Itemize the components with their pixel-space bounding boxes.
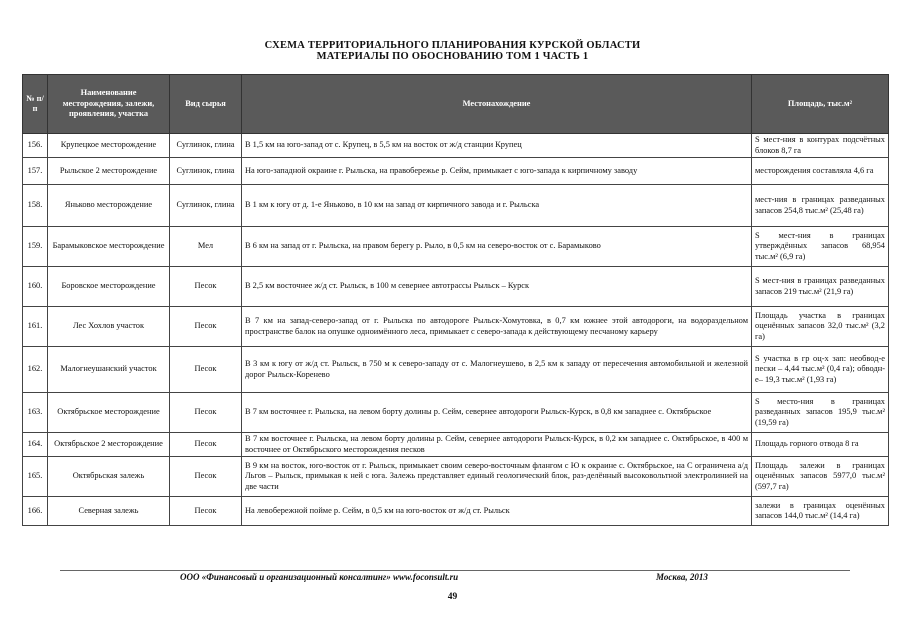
cell-area: S мест-ния в границах утверждённых запасов 68,954 тыс.м² (6,9 га) <box>752 227 889 267</box>
cell-location: В 1,5 км на юго-запад от с. Крупец, в 5,5 км на восток от ж/д станции Крупец <box>242 134 752 158</box>
table-row <box>23 158 889 185</box>
document-subtitle: МАТЕРИАЛЫ ПО ОБОСНОВАНИЮ ТОМ 1 ЧАСТЬ 1 <box>316 51 589 62</box>
col-header-number: № п/ п <box>23 75 48 134</box>
cell-location: В 7 км восточнее г. Рыльска, на левом борту долины р. Сейм, севернее автодороги Рыльск-Курск, в 0,8 км западнее с. Октябрьское <box>242 393 752 433</box>
cell-location: В 1 км к югу от д. 1-е Яньково, в 10 км на запад от кирпичного завода и г. Рыльска <box>242 185 752 227</box>
cell-location: В 7 км восточнее г. Рыльска, на левом борту долины р. Сейм, севернее автодороги Рыльск-Курск, в 0,2 км западнее с. Октябрьское, в 400 м восточнее от Октябрьского месторождения песков <box>242 433 752 457</box>
cell-number: 157. <box>23 158 48 185</box>
col-header-area: Площадь, тыс.м² <box>752 75 889 134</box>
cell-number: 166. <box>23 497 48 526</box>
cell-location: В 2,5 км восточнее ж/д ст. Рыльск, в 100 м севернее автотрассы Рыльск – Курск <box>242 267 752 307</box>
cell-location: В 7 км на запад-северо-запад от г. Рыльска по автодороге Рыльск-Хомутовка, в 0,7 км южнее этой автодороги, на водораздельном пространстве балок на опушке одноимённого леса, примыкает с северо-запада к действующему песчаному карьеру <box>242 307 752 347</box>
cell-type: Песок <box>170 457 242 497</box>
cell-location: В 9 км на восток, юго-восток от г. Рыльск, примыкает своим северо-восточным флангом с Ю к окраине с. Октябрьское, на С ограничена а/д Льгов – Рыльск, примыкая к ней с юга. Залежь представляет единый геологический блок, раз-делённый высоковольтной электролинией на две части <box>242 457 752 497</box>
cell-location: В 3 км к югу от ж/д ст. Рыльск, в 750 м к северо-западу от с. Малогнеушево, в 2,5 км к западу от пересечения автомобильной и железной дорог Рыльск-Коренево <box>242 347 752 393</box>
cell-location: На левобережной пойме р. Сейм, в 0,5 км на юго-восток от ж/д ст. Рыльск <box>242 497 752 526</box>
table-row <box>23 307 889 347</box>
cell-area: месторождения составляла 4,6 га <box>752 158 889 185</box>
cell-location: В 6 км на запад от г. Рыльска, на правом берегу р. Рыло, в 0,5 км на северо-восток от с. Барамыково <box>242 227 752 267</box>
col-header-location: Местонахождение <box>242 75 752 134</box>
cell-name: Октябрьская залежь <box>48 457 170 497</box>
cell-number: 161. <box>23 307 48 347</box>
cell-type: Мел <box>170 227 242 267</box>
cell-number: 163. <box>23 393 48 433</box>
cell-area: S мест-ния в контурах подсчётных блоков 8,7 га <box>752 134 889 158</box>
table-row <box>23 134 889 158</box>
table-row <box>23 267 889 307</box>
cell-name: Малогнеушанский участок <box>48 347 170 393</box>
cell-area: залежи в границах оценённых запасов 144,0 тыс.м² (14,4 га) <box>752 497 889 526</box>
cell-name: Северная залежь <box>48 497 170 526</box>
cell-name: Октябрьское 2 месторождение <box>48 433 170 457</box>
cell-area: S мест-ния в границах разведанных запасов 219 тыс.м² (21,9 га) <box>752 267 889 307</box>
cell-number: 164. <box>23 433 48 457</box>
cell-name: Барамыковское месторождение <box>48 227 170 267</box>
document-title: СХЕМА ТЕРРИТОРИАЛЬНОГО ПЛАНИРОВАНИЯ КУРСКОЙ ОБЛАСТИ <box>264 40 641 51</box>
cell-name: Боровское месторождение <box>48 267 170 307</box>
cell-type: Суглинок, глина <box>170 158 242 185</box>
footer-company: ООО «Финансовый и организационный консалтинг» www.foconsult.ru <box>180 572 459 582</box>
cell-number: 160. <box>23 267 48 307</box>
table-row <box>23 433 889 457</box>
cell-name: Крупецкое месторождение <box>48 134 170 158</box>
footer-divider <box>60 570 850 571</box>
cell-type: Песок <box>170 433 242 457</box>
cell-type: Песок <box>170 497 242 526</box>
cell-type: Песок <box>170 347 242 393</box>
table-row <box>23 457 889 497</box>
cell-name: Лес Хохлов участок <box>48 307 170 347</box>
cell-number: 156. <box>23 134 48 158</box>
table-body <box>23 134 889 526</box>
footer-city-year: Москва, 2013 <box>656 572 708 582</box>
cell-area: мест-ния в границах разведанных запасов 254,8 тыс.м² (25,48 га) <box>752 185 889 227</box>
table-row <box>23 185 889 227</box>
cell-area: Площадь горного отвода 8 га <box>752 433 889 457</box>
table-header-row <box>23 75 889 134</box>
cell-type: Песок <box>170 307 242 347</box>
table-row <box>23 347 889 393</box>
cell-number: 165. <box>23 457 48 497</box>
col-header-name: Наименование месторождения, залежи, проявления, участка <box>48 75 170 134</box>
cell-number: 158. <box>23 185 48 227</box>
cell-type: Песок <box>170 393 242 433</box>
cell-area: Площадь залежи в границах оценённых запасов 5977,0 тыс.м² (597,7 га) <box>752 457 889 497</box>
cell-area: S участка в гр оц-х зап: необвод-е пески – 4,44 тыс.м² (0,4 га); обводн-е– 19,3 тыс.м² (1,93 га) <box>752 347 889 393</box>
cell-type: Суглинок, глина <box>170 134 242 158</box>
cell-name: Яньково месторождение <box>48 185 170 227</box>
table-row <box>23 393 889 433</box>
col-header-type: Вид сырья <box>170 75 242 134</box>
cell-number: 159. <box>23 227 48 267</box>
cell-type: Песок <box>170 267 242 307</box>
cell-name: Октябрьское месторождение <box>48 393 170 433</box>
cell-location: На юго-западной окраине г. Рыльска, на правобережье р. Сейм, примыкает с юго-запада к кирпичному заводу <box>242 158 752 185</box>
deposits-table <box>22 74 889 526</box>
cell-type: Суглинок, глина <box>170 185 242 227</box>
cell-name: Рыльское 2 месторождение <box>48 158 170 185</box>
cell-area: S место-ния в границах разведанных запасов 195,9 тыс.м² (19,59 га) <box>752 393 889 433</box>
cell-number: 162. <box>23 347 48 393</box>
table-row <box>23 497 889 526</box>
cell-area: Площадь участка в границах оценённых запасов 32,0 тыс.м² (3,2 га) <box>752 307 889 347</box>
page-number: 49 <box>447 592 458 602</box>
table-row <box>23 227 889 267</box>
